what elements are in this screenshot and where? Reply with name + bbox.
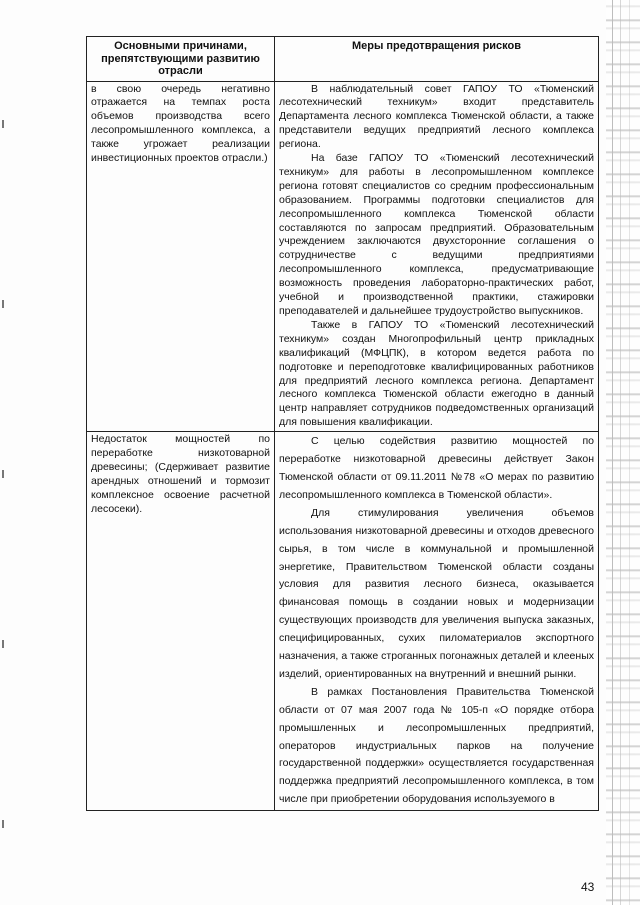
scan-edge-right — [606, 0, 640, 905]
measure-paragraph: С целью содействия развитию мощностей по переработке низкотоварной древесины действует Закон Тюменской области от 09.11.2011 №78 «О мерах по развитию лесопромышленного комплекса в Тюменской области». — [279, 435, 594, 501]
measure-paragraph: В наблюдательный совет ГАПОУ ТО «Тюменский лесотехнический техникум» входит представитель Департамента лесного комплекса Тюменской области, а также представители ведущих предприятий лесного комплекса региона. — [279, 82, 594, 151]
table-row — [87, 81, 599, 432]
header-causes: Основными причинами, препятствующими развитию отрасли — [87, 37, 275, 82]
measure-paragraph: В рамках Постановления Правительства Тюменской области от 07 мая 2007 года № 105-п «О порядке отбора промышленных и лесопромышленных предприятий, операторов индустриальных парков на получение государственной поддержки» осуществляется государственная поддержка предприятий лесопромышленного комплекса, в том числе при приобретении оборудования используемого в — [279, 685, 594, 806]
measure-paragraph: Для стимулирования увеличения объемов использования низкотоварной древесины и отходов древесного сырья, в том числе в коммунальной и промышленной энергетике, Правительством Тюменской области созданы условия для развития лесного бизнеса, оказывается финансовая помощь в создании новых и модернизации существующих производств для увеличения выпуска заказных, специфицированных, сухих пиломатериалов экспортного назначения, а также строганных погонажных деталей и клееных изделий, ориентированных на внутренний и внешний рынки. — [279, 506, 594, 680]
cause-text: Недостаток мощностей по переработке низкотоварной древесины; (Сдерживает развитие арендных отношений и тормозит комплексное освоение расчетной лесосеки). — [91, 433, 270, 515]
measure-paragraph: Также в ГАПОУ ТО «Тюменский лесотехнический техникум» создан Многопрофильный центр прикладных квалификаций (МФЦПК), в котором ведется работа по подготовке и переподготовке квалифицированных работников для предприятий лесного комплекса региона. Департамент лесного комплекса Тюменской области ежегодно в данный центр направляет сотрудников подведомственных организаций для повышения квалификации. — [279, 318, 594, 429]
scan-edge-left — [2, 0, 8, 905]
measure-paragraph: На базе ГАПОУ ТО «Тюменский лесотехнический техникум» для работы в лесопромышленном комплексе региона готовят специалистов со средним профессиональным образованием. Программы подготовки специалистов для лесопромышленного комплекса Тюменской области составляются по запросам предприятий. Образовательным учреждением заключаются двухсторонние соглашения о сотрудничестве с ведущими предприятиями лесопромышленного комплекса, предусматривающие возможность проведения лабораторно-практических работ, учебной и производственной практики, стажировки преподавателей и дальнейшее трудоустройство выпускников. — [279, 152, 594, 317]
risk-measures-table — [86, 36, 599, 811]
measures-cell — [275, 432, 599, 811]
header-measures: Меры предотвращения рисков — [275, 37, 599, 82]
table-header-row — [87, 37, 599, 82]
cause-cell — [87, 81, 275, 432]
table-row — [87, 432, 599, 811]
cause-cell — [87, 432, 275, 811]
measures-cell — [275, 81, 599, 432]
page-number: 43 — [581, 880, 595, 894]
cause-text: в свою очередь негативно отражается на темпах роста объемов производства всего лесопромышленного комплекса, а также угрожает реализации инвестиционных проектов отрасли.) — [91, 82, 270, 165]
